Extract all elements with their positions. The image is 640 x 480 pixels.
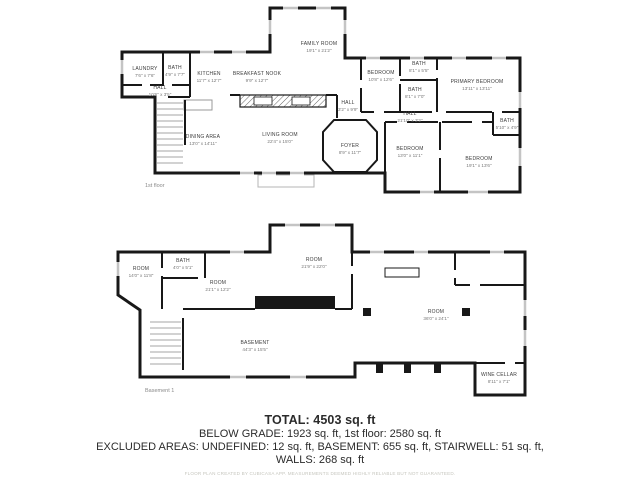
grade-area-text: BELOW GRADE: 1923 sq. ft, 1st floor: 2580 sq. ft (198, 428, 442, 440)
room-label-bsmt-room-2: ROOM 21'1" x 12'2" (205, 279, 231, 292)
room-label-family-room: FAMILY ROOM 19'1" x 21'2" (300, 40, 338, 53)
porch (258, 175, 314, 187)
basement-stairs (150, 322, 181, 364)
room-label-hall-2: HALL 3'2" x 9'9" (337, 99, 359, 112)
column (462, 308, 470, 316)
basement-mass-wall (255, 296, 335, 309)
room-label-bath-1: BATH 4'9" x 7'7" (164, 64, 186, 77)
room-label-laundry: LAUNDRY 7'6" x 7'6" (132, 65, 158, 78)
basement-closet (385, 268, 419, 277)
column (363, 308, 371, 316)
room-label-dining-area: DINING AREA 13'0" x 14'11" (185, 133, 221, 146)
room-label-bath-4: BATH 5'10" x 4'9" (495, 117, 519, 130)
kitchen-island (184, 100, 212, 110)
room-label-basement-area: BASEMENT 44'3" x 15'5" (240, 339, 270, 352)
room-label-hall-3: HALL 21'10" x 3'2" (397, 110, 423, 123)
room-label-bsmt-bath: BATH 4'0" x 5'1" (172, 257, 194, 270)
walls-area-text: WALLS: 268 sq. ft (275, 454, 365, 466)
room-label-bath-2: BATH 8'1" x 5'5" (408, 60, 430, 73)
room-label-bedroom-2: BEDROOM 13'0" x 11'1" (396, 145, 424, 158)
total-area-text: TOTAL: 4503 sq. ft (264, 413, 376, 427)
room-label-hall-1: HALL 10'6" x 3'5" (148, 84, 172, 97)
room-label-bsmt-room-1: ROOM 14'0" x 11'8" (128, 265, 154, 278)
disclaimer-text: FLOOR PLAN CREATED BY CUBICASA APP. MEASUREMENTS DEEMED HIGHLY RELIABLE BUT NOT GUARANTEED. (184, 471, 456, 476)
area-summary (0, 413, 640, 476)
room-label-bedroom-3: BEDROOM 19'1" x 13'6" (465, 155, 493, 168)
room-label-living-room: LIVING ROOM 22'4" x 15'0" (262, 131, 298, 144)
room-label-foyer: FOYER 8'9" x 11'7" (338, 142, 362, 155)
room-label-bsmt-room-3: ROOM 21'9" x 22'0" (301, 256, 327, 269)
first-floor-caption: 1st floor (145, 183, 165, 189)
basement-caption: Basement 1 (145, 388, 175, 394)
room-label-bath-3: BATH 8'1" x 7'0" (404, 86, 426, 99)
room-label-primary-bedroom: PRIMARY BEDROOM 13'11" x 13'11" (450, 78, 504, 91)
first-floor-interior-walls (122, 52, 520, 192)
basement-plan (118, 225, 525, 395)
room-label-breakfast-nook: BREAKFAST NOOK 9'9" x 12'7" (232, 70, 282, 83)
first-floor-plan (122, 8, 520, 192)
foyer-octagon (323, 120, 377, 172)
basement-interior-walls (162, 252, 525, 370)
excluded-area-text: EXCLUDED AREAS: UNDEFINED: 12 sq. ft, BASEMENT: 655 sq. ft, STAIRWELL: 51 sq. ft, (96, 441, 544, 453)
room-label-wine-cellar: WINE CELLAR 8'11" x 7'1" (480, 371, 518, 384)
fireplace (240, 95, 326, 107)
first-floor-stairs (157, 103, 183, 163)
room-label-bsmt-room-4: ROOM 36'0" x 24'1" (423, 308, 449, 321)
basement-solid-features (255, 296, 470, 373)
room-label-bedroom-1: BEDROOM 10'8" x 12'6" (367, 69, 395, 82)
room-label-kitchen: KITCHEN 11'7" x 12'7" (196, 70, 222, 83)
